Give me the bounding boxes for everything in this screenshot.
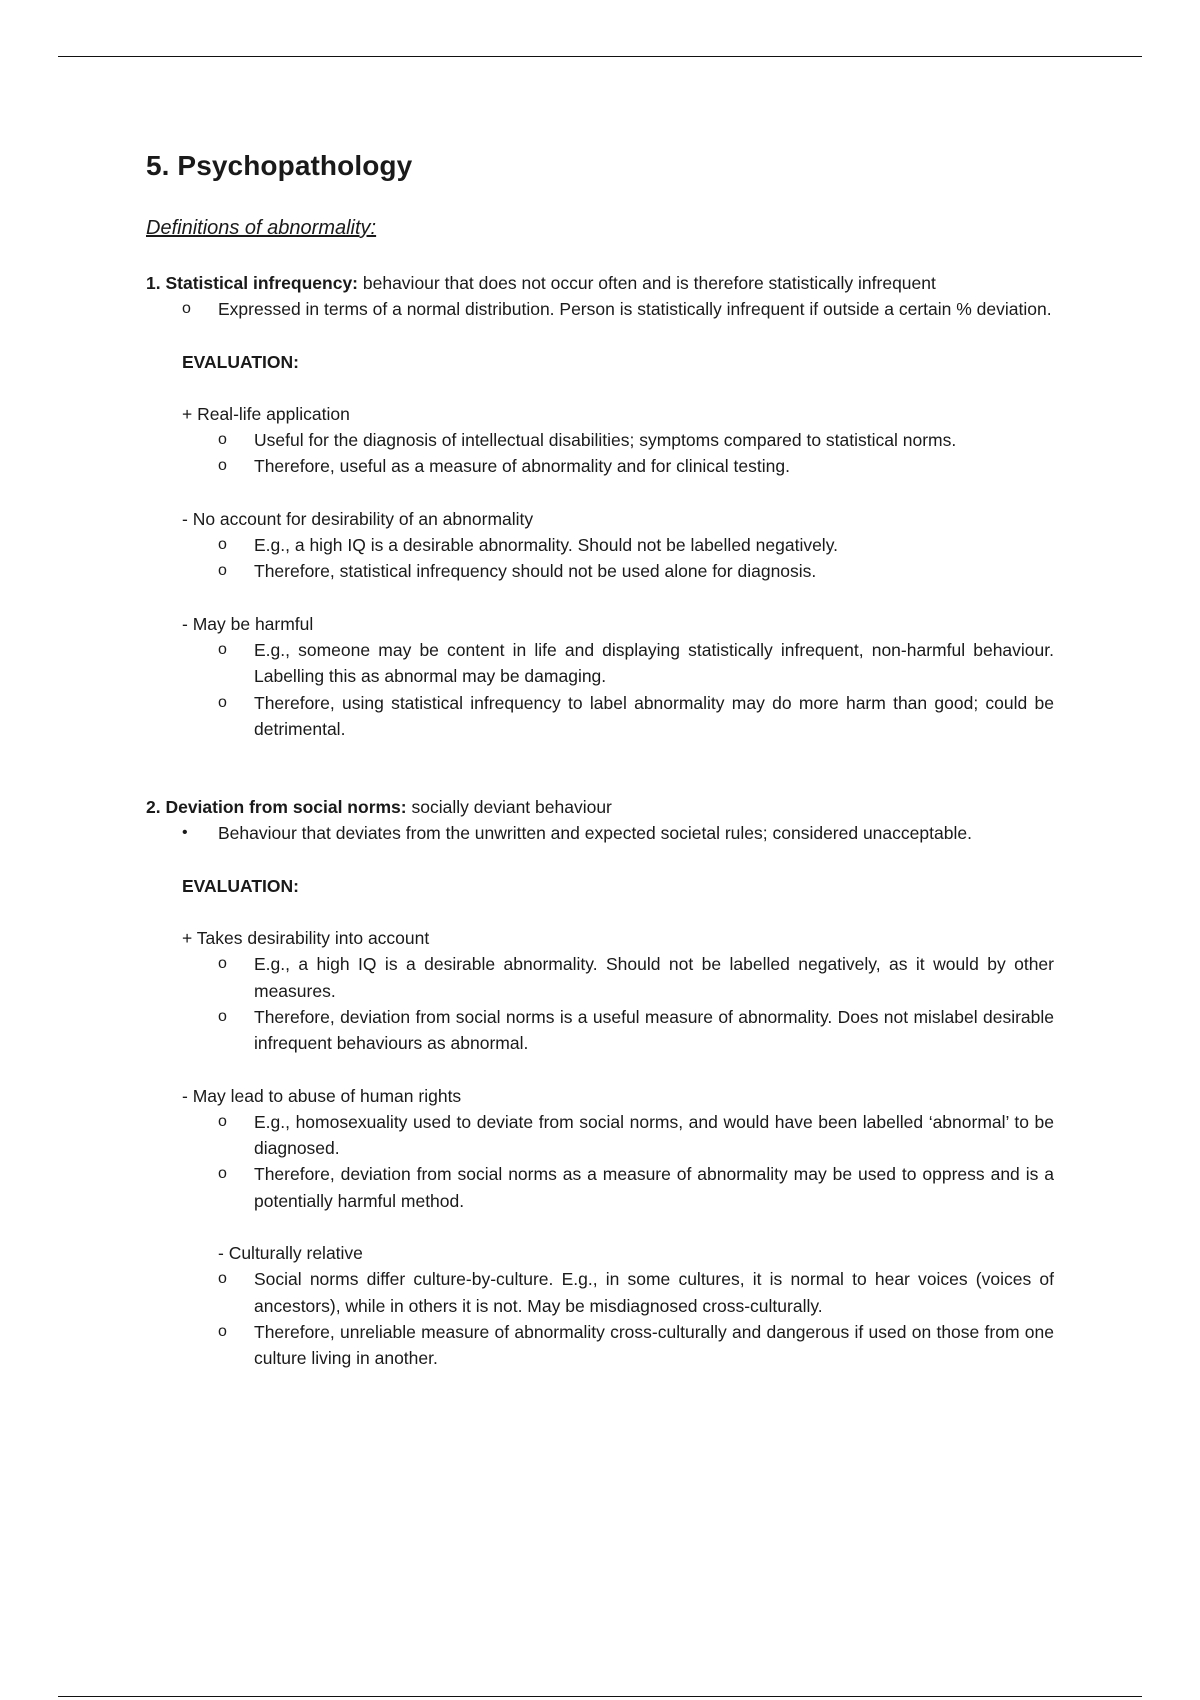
list-item	[146, 951, 1054, 1004]
evaluation-point: - May lead to abuse of human rights	[182, 1085, 462, 1106]
list-item	[146, 296, 1054, 322]
bullet-marker: o	[218, 1007, 227, 1025]
list-item	[146, 820, 1054, 846]
definition-term: 2. Deviation from social norms:	[146, 797, 407, 818]
sections-container	[146, 270, 1054, 1372]
definition-heading	[146, 794, 1054, 820]
list-item	[146, 690, 1054, 743]
evaluation-details	[146, 951, 1054, 1056]
definition-heading	[146, 270, 1054, 296]
bullet-marker: o	[182, 300, 191, 318]
definition-section	[146, 270, 1054, 742]
definition-bullets	[146, 296, 1054, 322]
list-item	[146, 532, 1054, 558]
evaluation-details	[146, 1109, 1054, 1214]
list-item	[146, 558, 1054, 584]
evaluation-point: - No account for desirability of an abnormality	[182, 508, 534, 529]
evaluation-point: - May be harmful	[182, 613, 314, 634]
list-item-text: E.g., a high IQ is a desirable abnormality. Should not be labelled negatively.	[254, 535, 839, 556]
list-item	[146, 1004, 1054, 1057]
list-item	[146, 637, 1054, 690]
list-item-text: Therefore, unreliable measure of abnormality cross-culturally and dangerous if used on those from one culture living in another.	[254, 1321, 1054, 1369]
list-item-text: Expressed in terms of a normal distribution. Person is statistically infrequent if outside a certain % deviation.	[218, 299, 1052, 320]
document-body	[146, 146, 1054, 1372]
bullet-marker: o	[218, 1165, 227, 1183]
definition-term: 1. Statistical infrequency:	[146, 273, 359, 293]
evaluation-details	[146, 1266, 1054, 1371]
evaluation-point: - Culturally relative	[218, 1243, 363, 1264]
evaluation-details	[146, 427, 1054, 480]
evaluation-heading: EVALUATION:	[182, 351, 299, 372]
bullet-marker: o	[218, 536, 227, 554]
definition-bullets	[146, 820, 1054, 846]
list-item	[146, 1319, 1054, 1372]
evaluation-details	[146, 532, 1054, 585]
list-item-text: Therefore, useful as a measure of abnormality and for clinical testing.	[254, 456, 790, 477]
definition-section	[146, 794, 1054, 1371]
list-item-text: E.g., a high IQ is a desirable abnormality. Should not be labelled negatively, as it would by other measures.	[254, 954, 1054, 1001]
bullet-marker: o	[218, 955, 227, 973]
bullet-marker: o	[218, 640, 227, 658]
bullet-marker: o	[218, 1112, 227, 1130]
list-item-text: Therefore, statistical infrequency should not be used alone for diagnosis.	[254, 561, 817, 582]
section-subtitle: Definitions of abnormality:	[146, 217, 377, 239]
list-item-text: Therefore, using statistical infrequency to label abnormality may do more harm than good; could be detrimental.	[254, 692, 1054, 739]
bullet-marker: o	[218, 1270, 227, 1288]
bullet-marker: o	[218, 693, 227, 711]
header-rule	[58, 56, 1142, 57]
list-item-text: Social norms differ culture-by-culture. E.g., in some cultures, it is normal to hear voices (voices of ancestors), while in others it is not. May be misdiagnosed cross-culturally.	[254, 1269, 1054, 1316]
definition-text: behaviour that does not occur often and is therefore statistically infrequent	[358, 273, 936, 293]
list-item	[146, 427, 1054, 453]
definition-text: socially deviant behaviour	[406, 797, 612, 818]
evaluation-point: + Real-life application	[182, 403, 350, 424]
bullet-marker: o	[218, 457, 227, 475]
list-item	[146, 453, 1054, 479]
list-item-text: E.g., homosexuality used to deviate from social norms, and would have been labelled ‘abnormal’ to be diagnosed.	[254, 1111, 1054, 1159]
evaluation-point: + Takes desirability into account	[182, 928, 430, 949]
bullet-marker: o	[218, 1322, 227, 1340]
list-item	[146, 1109, 1054, 1162]
list-item	[146, 1266, 1054, 1319]
list-item-text: Therefore, deviation from social norms is a useful measure of abnormality. Does not mislabel desirable infrequent behaviours as abnormal.	[254, 1006, 1054, 1054]
bullet-marker: o	[218, 562, 227, 580]
footer-rule	[58, 1696, 1142, 1697]
bullet-marker: o	[218, 431, 227, 449]
bullet-marker: •	[182, 824, 188, 842]
list-item-text: Useful for the diagnosis of intellectual disabilities; symptoms compared to statistical norms.	[254, 430, 957, 451]
list-item	[146, 1161, 1054, 1214]
evaluation-details	[146, 637, 1054, 742]
page-title: 5. Psychopathology	[146, 150, 413, 181]
list-item-text: Therefore, deviation from social norms as a measure of abnormality may be used to oppress and is a potentially harmful method.	[254, 1164, 1054, 1211]
evaluation-heading: EVALUATION:	[182, 875, 299, 896]
list-item-text: E.g., someone may be content in life and displaying statistically infrequent, non-harmful behaviour. Labelling this as abnormal may be damaging.	[254, 639, 1054, 687]
list-item-text: Behaviour that deviates from the unwritten and expected societal rules; considered unacceptable.	[218, 823, 972, 844]
